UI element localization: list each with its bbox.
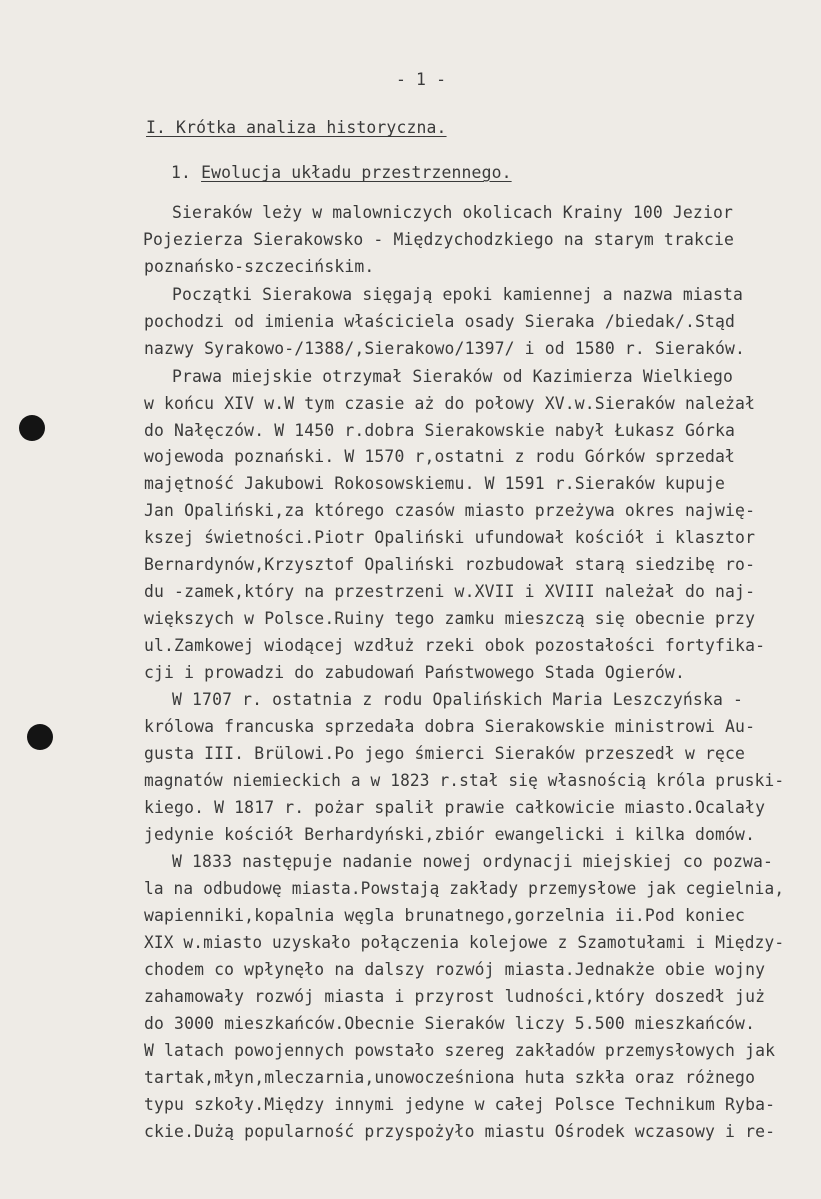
text-line: do 3000 mieszkańców.Obecnie Sieraków liczy 5.500 mieszkańców. xyxy=(144,1014,756,1033)
text-line: większych w Polsce.Ruiny tego zamku mieszczą się obecnie przy xyxy=(144,609,756,628)
text-line: wapienniki,kopalnia węgla brunatnego,gorzelnia ii.Pod koniec xyxy=(144,906,746,925)
text-line: poznańsko-szczecińskim. xyxy=(144,257,375,276)
text-line: la na odbudowę miasta.Powstają zakłady przemysłowe jak cegielnia, xyxy=(144,879,785,898)
text-line: cji i prowadzi do zabudowań Państwowego Stada Ogierów. xyxy=(144,663,685,682)
text-line: Sieraków leży w malowniczych okolicach Krainy 100 Jezior xyxy=(172,203,734,222)
text-line: kszej świetności.Piotr Opaliński ufundował kościół i klasztor xyxy=(144,528,756,547)
text-line: gusta III. Brülowi.Po jego śmierci Sieraków przeszedł w ręce xyxy=(144,744,746,763)
text-line: typu szkoły.Między innymi jedyne w całej Polsce Technikum Ryba- xyxy=(144,1095,776,1114)
text-line: W 1833 następuje nadanie nowej ordynacji miejskiej co pozwa- xyxy=(172,852,774,871)
text-line: ul.Zamkowej wiodącej wzdłuż rzeki obok pozostałości fortyfika- xyxy=(144,636,766,655)
text-line: Prawa miejskie otrzymał Sieraków od Kazimierza Wielkiego xyxy=(172,367,734,386)
punch-hole-top xyxy=(19,415,45,441)
text-line: do Nałęczów. W 1450 r.dobra Sierakowskie nabył Łukasz Górka xyxy=(144,421,736,440)
text-line: ckie.Dużą popularność przyspożyło miastu Ośrodek wczasowy i re- xyxy=(144,1122,776,1141)
text-line: Początki Sierakowa sięgają epoki kamiennej a nazwa miasta xyxy=(172,285,744,304)
text-line: W 1707 r. ostatnia z rodu Opalińskich Maria Leszczyńska - xyxy=(172,690,744,709)
text-line: chodem co wpłynęło na dalszy rozwój miasta.Jednakże obie wojny xyxy=(144,960,766,979)
text-line: Pojezierza Sierakowsko - Międzychodzkiego na starym trakcie xyxy=(143,230,735,249)
text-line: wojewoda poznański. W 1570 r,ostatni z rodu Górków sprzedał xyxy=(144,447,736,466)
text-line: zahamowały rozwój miasta i przyrost ludności,który doszedł już xyxy=(144,987,766,1006)
text-line: w końcu XIV w.W tym czasie aż do połowy XV.w.Sieraków należał xyxy=(144,394,756,413)
text-line: królowa francuska sprzedała dobra Sierakowskie ministrowi Au- xyxy=(144,717,756,736)
text-line: XIX w.miasto uzyskało połączenia kolejowe z Szamotułami i Między- xyxy=(144,933,785,952)
text-line: magnatów niemieckich a w 1823 r.stał się własnością króla pruski- xyxy=(144,771,785,790)
subsection-title: Ewolucja układu przestrzennego. xyxy=(201,163,512,182)
text-line: majętność Jakubowi Rokosowskiemu. W 1591 r.Sieraków kupuje xyxy=(144,474,726,493)
subsection-heading xyxy=(171,163,512,183)
subsection-number: 1. xyxy=(171,163,202,182)
text-line: tartak,młyn,mleczarnia,unowocześniona huta szkła oraz różnego xyxy=(144,1068,756,1087)
text-line: nazwy Syrakowo-/1388/,Sierakowo/1397/ i od 1580 r. Sieraków. xyxy=(144,339,746,358)
text-line: jedynie kościół Berhardyński,zbiór ewangelicki i kilka domów. xyxy=(144,825,756,844)
text-line: du -zamek,który na przestrzeni w.XVII i XVIII należał do naj- xyxy=(144,582,756,601)
page-number: - 1 - xyxy=(396,70,447,89)
text-line: Bernardynów,Krzysztof Opaliński rozbudował starą siedzibę ro- xyxy=(144,555,756,574)
text-line: Jan Opaliński,za którego czasów miasto przeżywa okres najwię- xyxy=(144,501,756,520)
section-heading: I. Krótka analiza historyczna. xyxy=(146,118,447,137)
text-line: kiego. W 1817 r. pożar spalił prawie całkowicie miasto.Ocalały xyxy=(144,798,766,817)
text-line: W latach powojennych powstało szereg zakładów przemysłowych jak xyxy=(144,1041,776,1060)
text-line: pochodzi od imienia właściciela osady Sieraka /biedak/.Stąd xyxy=(144,312,736,331)
punch-hole-bottom xyxy=(27,724,53,750)
